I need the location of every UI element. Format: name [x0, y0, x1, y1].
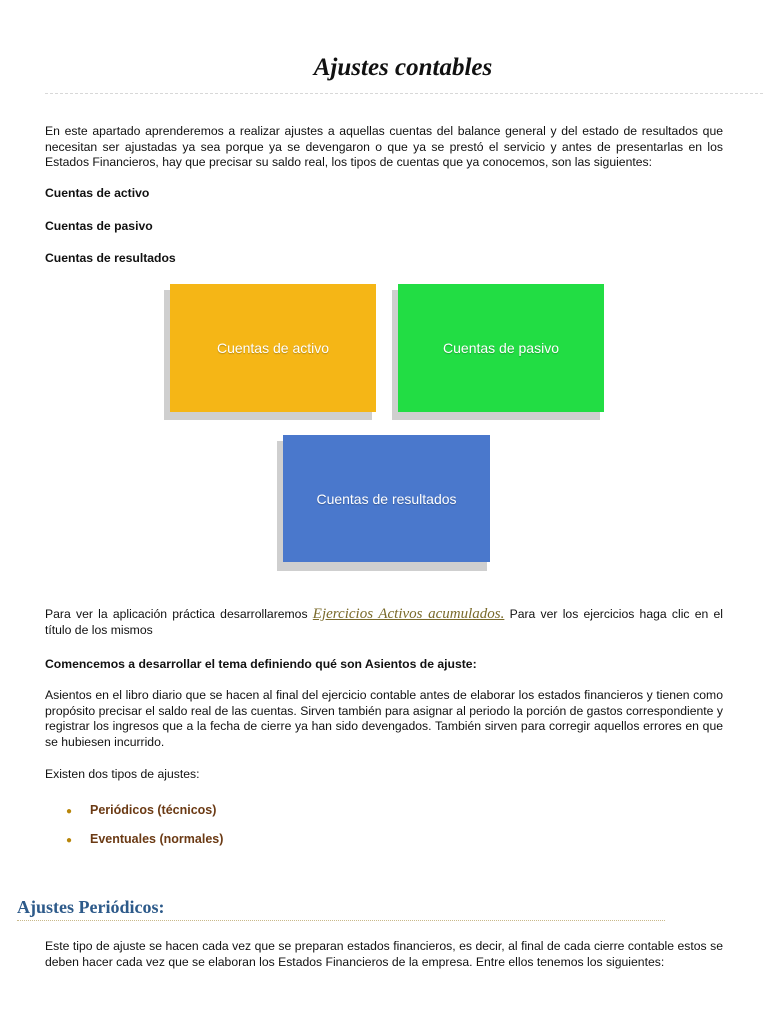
types-intro: Existen dos tipos de ajustes:: [45, 767, 200, 781]
bullet-icon: ●: [66, 806, 73, 817]
definition-heading: Comencemos a desarrollar el tema definiendo qué son Asientos de ajuste:: [45, 657, 477, 671]
practice-paragraph: [45, 607, 723, 638]
diagram-box-pasivo: Cuentas de pasivo: [398, 284, 604, 412]
diagram-box-resultados: Cuentas de resultados: [283, 435, 490, 562]
account-type-resultados: Cuentas de resultados: [45, 251, 176, 265]
list-item-label: Periódicos (técnicos): [90, 803, 217, 817]
list-item: [66, 832, 223, 846]
title-divider: [45, 93, 763, 94]
account-type-pasivo: Cuentas de pasivo: [45, 219, 153, 233]
practice-suffix: Para ver los ejercicios haga clic en el título de los mismos: [45, 607, 723, 637]
list-item-label: Eventuales (normales): [90, 832, 224, 846]
account-type-activo: Cuentas de activo: [45, 186, 150, 200]
definition-paragraph: Asientos en el libro diario que se hacen al final del ejercicio contable antes de elaborar los estados financieros y tienen como propósito precisar el saldo real de las cuentas. Sirven también para asignar al periodo la porción de gastos correspondiente y registrar los ingresos que a la fecha de cierre ya han sido devengados. También sirven para corregir aquellos errores en que se hubiesen incurrido.: [45, 688, 723, 749]
section-divider: [17, 920, 665, 921]
list-item: [66, 803, 216, 817]
bullet-icon: ●: [66, 835, 73, 846]
section-paragraph: Este tipo de ajuste se hacen cada vez que se preparan estados financieros, es decir, al final de cada cierre contable estos se deben hacer cada vez que se elaboran los Estados Financieros de la empresa. Entre ellos tenemos los siguientes:: [45, 939, 723, 969]
practice-prefix: Para ver la aplicación práctica desarrollaremos: [45, 607, 313, 621]
section-title: Ajustes Periódicos:: [17, 897, 165, 917]
exercises-link[interactable]: Ejercicios Activos acumulados.: [312, 606, 505, 622]
intro-paragraph: En este apartado aprenderemos a realizar ajustes a aquellas cuentas del balance general y del estado de resultados que necesitan ser ajustadas ya sea porque ya se devengaron o que ya se prestó el servicio y antes de presentarlas en los Estados Financieros, hay que precisar su saldo real, los tipos de cuentas que ya conocemos, son las siguientes:: [45, 124, 723, 169]
page-title: Ajustes contables: [313, 54, 493, 81]
diagram-box-activo: Cuentas de activo: [170, 284, 376, 412]
